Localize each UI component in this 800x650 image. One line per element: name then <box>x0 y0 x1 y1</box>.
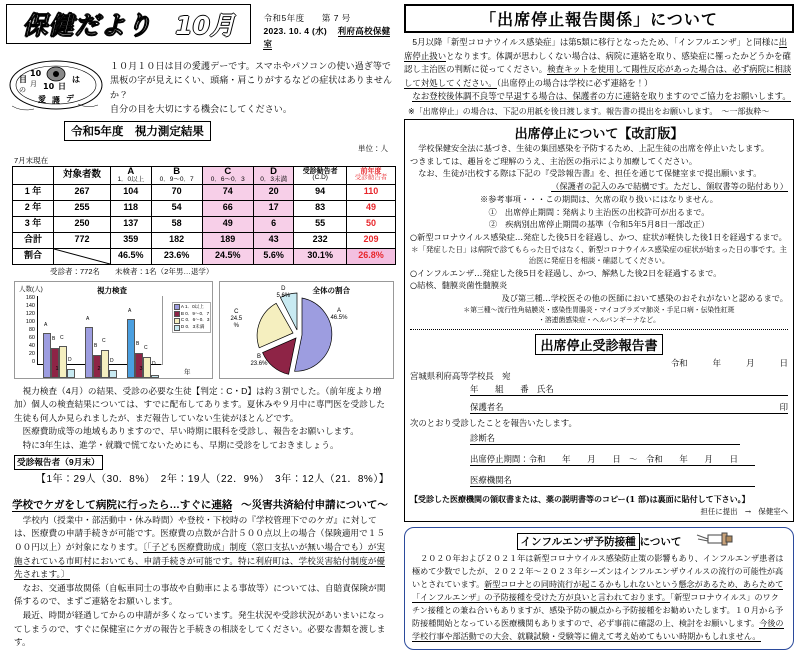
table-row-total <box>13 232 396 248</box>
legend-label: D 0．3未満 <box>180 324 205 330</box>
bar-label: A <box>44 321 48 328</box>
sus-p1u2: 検査キットを使用して陽性反応があった場合は、必ず病院に相談して対処してください。 <box>404 64 792 88</box>
table-row-ratio <box>13 248 396 264</box>
cell-prev: 49 <box>347 200 396 216</box>
bar-g2-d <box>109 370 117 377</box>
form-divider <box>410 329 788 330</box>
xtick: 2 <box>97 365 101 372</box>
th-target: 対象者数 <box>54 166 111 184</box>
issue-number: 第 7 号 <box>321 13 351 23</box>
ytick: 120 <box>25 310 35 317</box>
nf-l12: 及び第三種…学校医その他の医師において感染のおそれがないと認めるまで。 <box>501 293 788 304</box>
masthead-meta <box>263 4 394 52</box>
cell-grade: 割合 <box>13 248 54 264</box>
table-header-row <box>13 166 396 184</box>
cell-b: 70 <box>151 184 202 200</box>
vision-table-footnote: 受診者：772名 未検者：1名（2年男…退学） <box>50 266 214 276</box>
vision-results-table <box>12 166 396 265</box>
cell-c: 66 <box>202 200 253 216</box>
nf-l13: ＊第三種～流行性角結膜炎・感染性胃腸炎・マイコプラズマ肺炎・手足口病・伝染性紅斑 <box>463 305 735 314</box>
receipt-report-form <box>410 334 788 517</box>
receipt-period-label: 出席停止期間：令和 年 月 日 ～ 令和 年 月 日 <box>470 453 738 464</box>
suspension-intro <box>404 36 794 104</box>
receipt-diagnosis-field[interactable] <box>470 432 740 445</box>
cell-d: 43 <box>253 232 294 248</box>
legend-label: B 0．9～0．7 <box>180 310 210 316</box>
legend-swatch-icon <box>174 311 180 317</box>
legend-swatch-icon <box>174 318 180 324</box>
cell-b: 54 <box>151 200 202 216</box>
ytick: 100 <box>25 318 35 325</box>
suspension-title: 「出席停止報告関係」について <box>404 4 794 33</box>
legend-item-b <box>174 311 210 318</box>
bar-y-axis <box>37 296 38 364</box>
bar-label: A <box>128 307 132 314</box>
pie-label-d: D 5.6% <box>276 285 291 299</box>
cell-a: 359 <box>111 232 152 248</box>
cell-c: 24.5% <box>202 248 253 264</box>
cell-grade: 3 年 <box>13 216 54 232</box>
bar-chart-ylabel: 人数(人) <box>19 285 43 293</box>
cell-b: 23.6% <box>151 248 202 264</box>
receipt-route-note: 担任に提出 → 保健室へ <box>700 506 788 516</box>
cell-target: 255 <box>54 200 111 216</box>
charts-row <box>6 281 394 379</box>
cell-advised: 30.1% <box>294 248 347 264</box>
bar-label: C <box>102 337 106 344</box>
bar-label: B <box>52 335 56 342</box>
flu-p-u1: 新型コロナとの同時流行が起こるかもしれないという懸念があるため、あらためて「インフルエンザ」の予防接種を受けた方が良いと言われております。 <box>412 580 784 603</box>
cell-prev: 50 <box>347 216 396 232</box>
receipt-title-wrap <box>410 334 788 355</box>
vision-para-3: 特に3年生は、進学・就職で慌てないためにも、早期に受診をしておきましょう。 <box>22 439 339 450</box>
nf-l11: ○結核、髄膜炎菌性髄膜炎 <box>410 280 508 291</box>
cell-advised: 55 <box>294 216 347 232</box>
suspension-notice-form <box>404 119 794 522</box>
diagonal-strike-icon <box>54 249 110 264</box>
receipt-form-title: 出席停止受診報告書 <box>535 334 662 355</box>
nf-l7: ② 疾病別出席停止期間の基準（令和5年5月8日一部改正） <box>488 219 710 230</box>
th-advised: 受診勧告者 (C.D) <box>294 166 347 184</box>
cell-prev: 209 <box>347 232 396 248</box>
nf-l4-text: （保護者の記入のみで結構です。ただし、領収書等の貼付あり） <box>551 181 788 192</box>
injury-heading-sub: ～災害共済給付申請について～ <box>241 498 388 511</box>
bar-label: C <box>144 344 148 351</box>
lead-line-3: 自分の目を大切にする機会にしてください。 <box>110 104 293 115</box>
nf-l6: ① 出席停止期間：発病より主治医の出校許可が出るまで。 <box>488 206 710 217</box>
cell-c: 189 <box>202 232 253 248</box>
report-count-label: 受診報告者（9月末） <box>14 455 103 471</box>
legend-swatch-icon <box>174 304 180 310</box>
cell-c: 49 <box>202 216 253 232</box>
vision-pie-chart <box>219 281 394 379</box>
vision-asof-label: 7月末現在 <box>14 155 49 165</box>
ytick: 60 <box>28 334 35 341</box>
injury-heading-main: 学校でケガをして病院に行ったら…すぐに連絡 <box>12 498 233 511</box>
legend-label: A 1．0以上 <box>180 303 204 309</box>
svg-text:10: 10 <box>30 68 42 78</box>
legend-item-d <box>174 324 210 331</box>
th-grade <box>13 166 54 184</box>
bar-g1-c <box>59 346 67 378</box>
suspension-para-2 <box>404 90 794 104</box>
bar-g1-a <box>43 333 51 377</box>
cell-d: 17 <box>253 200 294 216</box>
flu-p-u2: 今後の学校行事や部活動での大会、就職試験・受験等に備えて考え始めてもいい時期かもしれません。 <box>412 619 784 642</box>
pie-slice-a <box>295 298 332 371</box>
legend-item-a <box>174 304 210 311</box>
newsletter-title: 保健だより <box>22 11 153 40</box>
bar-label: C <box>60 334 64 341</box>
sus-p1u1: 出席停止扱い <box>404 37 788 61</box>
th-c: C 0．6～0．3 <box>202 166 253 184</box>
bar-chart-title: 視力検査 <box>97 285 127 295</box>
nf-l2: つきましては、趣旨をご理解のうえ、主治医の指示により加療してください。 <box>410 155 698 166</box>
receipt-name-field <box>470 383 788 396</box>
suspension-note: ※「出席停止」の場合は、下記の用紙を後日渡します。報告書の提出をお願いします。 ～一部抜粋～ <box>408 107 770 117</box>
svg-text:10: 10 <box>43 81 55 91</box>
ytick: 40 <box>28 342 35 349</box>
issuing-office: 利府高校保健室 <box>263 26 391 50</box>
lead-line-1: １０月１０日は目の愛護デーです。スマホやパソコンの使い過ぎ等で <box>110 60 392 71</box>
cell-empty-diagonal <box>54 248 111 264</box>
cell-grade: 2 年 <box>13 200 54 216</box>
right-column <box>400 0 800 642</box>
svg-text:デ: デ <box>66 93 74 103</box>
eye-care-day-illustration <box>6 56 106 114</box>
vision-commentary <box>6 385 394 488</box>
vision-section-heading: 令和5年度 視力測定結果 <box>64 121 211 141</box>
svg-text:は: は <box>72 74 80 84</box>
svg-text:愛: 愛 <box>38 94 46 104</box>
injury-para-3: 最近、時間が経過してからの申請が多くなっています。発生状況や受診状況があいまいになってしまうので、すぐに保健室にケガの報告と手続きの相談をしてください。必要な書類を渡します。 <box>14 609 386 648</box>
cell-a: 137 <box>111 216 152 232</box>
receipt-guardian-field[interactable] <box>470 401 788 414</box>
suspension-para-1 <box>404 36 794 90</box>
sus-p1a: 5月以降「新型コロナウイルス感染症」は第5類に移行となったため、「インフルエンザ」と同様に <box>404 37 779 47</box>
bar-g2-c <box>101 350 109 378</box>
cell-prev: 110 <box>347 184 396 200</box>
nf-l10: ○インフルエンザ…発症した後5日を経過し、かつ、解熱した後2日を経過するまで。 <box>410 267 722 278</box>
receipt-attach-note: 【受診した医療機関の領収書または、薬の説明書等のコピー(1 部)は裏面に貼付して下さい。】 <box>410 493 750 504</box>
cell-target: 250 <box>54 216 111 232</box>
xtick: 3 <box>139 365 143 372</box>
bar-label: B <box>136 340 140 347</box>
legend-swatch-icon <box>174 325 180 331</box>
left-column <box>0 0 400 648</box>
nf-l14: ・溶連菌感染症・ヘルパンギーナなど。 <box>538 316 660 325</box>
notice-form-body <box>410 142 788 326</box>
flu-title-row <box>412 532 786 550</box>
injury-para-1-underlined: 〔「子ども医療費助成」制度（窓口支払いが無い場合でも）が実施されている市町村においても、申請手続きが可能です。特に利府町は、学校災害給付制度が優先されます。〕 <box>14 542 386 580</box>
flu-title-tail: について <box>639 535 682 548</box>
flu-title <box>517 533 640 550</box>
lead-line-2: 黒板の字が見えにくい、頭痛・肩こりがするなどの症状はありませんか？ <box>110 75 393 100</box>
pie-chart-title: 全体の割合 <box>312 285 350 295</box>
receipt-institution-label: 医療機関名 <box>470 474 512 485</box>
svg-text:月: 月 <box>30 79 37 88</box>
cell-advised: 232 <box>294 232 347 248</box>
flu-title-main: インフルエンザ予防接種 <box>520 535 636 548</box>
vision-para-2: 医療費助成等の地域もありますので、早い時期に眼科を受診し、報告をお願いします。 <box>22 426 359 437</box>
receipt-name-labels[interactable]: 年 組 番 氏名 <box>470 383 554 394</box>
cell-prev: 26.8% <box>347 248 396 264</box>
legend-label: C 0．6～0．3 <box>180 317 210 323</box>
newsletter-month: 10月 <box>175 11 236 40</box>
flu-p-b: 「新型コロナウイルス」のワクチン接種との兼ね合いもありますが、感染予防の観点から予防接種をお勧めいたします。１０月から予防接種開始となっている医療機関もありますので、必ず事前に確認の上、検討をお願いします。 <box>412 593 784 629</box>
cell-d: 20 <box>253 184 294 200</box>
nf-l8: ○新型コロナウイルス感染症…発症した後5日を経過し、かつ、症状が軽快した後1日を経過するまで。 <box>410 231 787 242</box>
th-prev-advised: 前年度 受診勧告者 <box>347 166 396 184</box>
cell-d: 6 <box>253 216 294 232</box>
bar-chart-xlabel: 年 <box>183 368 191 376</box>
bar-g1-d <box>67 369 75 378</box>
receipt-guardian-label: 保護者名 <box>470 401 504 412</box>
injury-section-heading <box>6 497 394 512</box>
injury-body <box>6 514 394 650</box>
th-a: A 1．0以上 <box>111 166 152 184</box>
ytick: 20 <box>28 350 35 357</box>
cell-advised: 83 <box>294 200 347 216</box>
lead-text <box>110 56 394 117</box>
bar-g3-a <box>127 319 135 377</box>
ytick: 140 <box>25 302 35 309</box>
ytick: 160 <box>25 294 35 301</box>
receipt-diagnosis-label: 診断名 <box>470 432 496 443</box>
table-row <box>13 200 396 216</box>
cell-grade: 1 年 <box>13 184 54 200</box>
ytick: 80 <box>28 326 35 333</box>
flu-p-a: ２０２０年および２０２１年は新型コロナウイルス感染防止策の影響もあり、インフルエンザ患者は極めて少数でしたが、２０２２年～２０２３年シーズンはインフルエンザウイルスの流行の可能性が高いとされています。 <box>412 553 784 589</box>
th-d: D 0．3未満 <box>253 166 294 184</box>
bar-g3-d <box>151 375 159 378</box>
syringe-icon <box>695 531 735 552</box>
injury-para-1 <box>14 514 390 582</box>
lead-block <box>6 56 394 117</box>
bar-label: D <box>110 357 114 364</box>
receipt-date-line: 令和 年 月 日 <box>670 357 788 368</box>
cell-a: 46.5% <box>111 248 152 264</box>
receipt-period-field[interactable] <box>470 453 755 466</box>
nf-l4 <box>410 180 788 193</box>
masthead <box>6 4 394 52</box>
nf-l9: ＊「発症した日」は病院で診てもらった日ではなく、新型コロナウイルス感染症の症状が始まった日の事です。主治医に発症日を相談・確認してください。 <box>411 244 787 266</box>
bar-label: B <box>94 342 98 349</box>
pie-label-a: A 46.5% <box>330 307 348 321</box>
issue-date: 2023. 10. 4 (水) <box>263 26 328 37</box>
cell-a: 118 <box>111 200 152 216</box>
vision-unit-label: 単位：人 <box>358 143 388 153</box>
nf-l5: ※参考事項・・・この期間は、欠席の取り扱いにはなりません。 <box>480 193 718 204</box>
receipt-institution-field[interactable] <box>470 474 755 487</box>
xtick: 1 <box>55 365 59 372</box>
receipt-addressee: 宮城県利府高等学校長 宛 <box>410 370 511 381</box>
cell-target: 267 <box>54 184 111 200</box>
svg-text:の: の <box>19 85 26 94</box>
vision-para-1: 視力検査（4月）の結果、受診の必要な生徒【判定：C・D】は約３割でした。（前年度より増加）個人の検査結果については、すでに配布してあります。夏休みや９月中に専門医を受診した生徒も何人か見られましたが、まだ報告していない生徒がほとんどです。 <box>14 385 386 423</box>
cell-b: 182 <box>151 232 202 248</box>
table-row <box>13 184 396 200</box>
report-count-values: 【1年：29人（30．8%） 2年：19人（22．9%） 3年：12人（21．8%）】 <box>36 474 390 486</box>
injury-para-1-plain: 学校内（授業中・部活動中・休み時間）や登校・下校時の『学校管理下でのケガ』に対しては、医療費の申請手続きが可能です。医療費の点数が合計５００点以上の場合（保険適用で１５００円以上）が対象になります。 <box>14 514 385 553</box>
flu-body <box>412 552 786 644</box>
ytick: 0 <box>31 358 35 365</box>
receipt-intro: 次のとおり受診したことを報告いたします。 <box>410 417 577 428</box>
receipt-seal-label: 印 <box>779 401 788 412</box>
bar-label: D <box>68 356 72 363</box>
influenza-vaccination-box <box>404 527 794 650</box>
svg-text:日: 日 <box>58 81 66 91</box>
vision-bar-chart <box>14 281 213 379</box>
table-row <box>13 216 396 232</box>
cell-b: 58 <box>151 216 202 232</box>
sus-p2u: なお登校後体調不良等で早退する場合は、保護者の方に連絡を取りますのでご協力をお願いします。 <box>412 91 791 102</box>
cell-d: 5.6% <box>253 248 294 264</box>
sus-p1b: となります。体調が思わしくない場合は、病院に連絡を取り、感染症に罹ったかどうかを確認し主治医の判断に従ってください。 <box>404 50 791 75</box>
bar-chart-legend <box>172 302 212 334</box>
svg-text:目: 目 <box>19 74 27 84</box>
svg-text:護: 護 <box>52 95 60 105</box>
cell-grade: 合計 <box>13 232 54 248</box>
pie-label-b: B 23.6% <box>250 353 268 367</box>
nf-l1: 学校保健安全法に基づき、生徒の集団感染を予防するため、上記生徒の出席を停止いたします。 <box>418 143 769 154</box>
bar-label: A <box>86 315 90 322</box>
bar-label: D <box>152 360 156 367</box>
sus-p1c: （出席停止の場合は学校に必ず連絡を！） <box>496 77 653 88</box>
nf-l3: なお、生徒が出校する際は下記の『受診報告書』を、担任を通じて保健室まで提出願います。 <box>418 168 762 179</box>
th-b: B 0．9～0．7 <box>151 166 202 184</box>
cell-advised: 94 <box>294 184 347 200</box>
masthead-title-box <box>6 4 251 44</box>
year-label: 令和5年度 <box>263 13 305 23</box>
bar-g2-a <box>85 327 93 377</box>
cell-a: 104 <box>111 184 152 200</box>
notice-form-title: 出席停止について【改訂版】 <box>514 127 684 143</box>
injury-para-2: なお、交通事故関係（自転車同士の事故や自動車による事故等）については、自賠責保険が関係するので、まずご連絡をお願いします。 <box>14 582 386 607</box>
cell-target: 772 <box>54 232 111 248</box>
pie-label-c: C 24.5 % <box>230 308 243 329</box>
bar-g1-b <box>51 348 59 378</box>
cell-c: 74 <box>202 184 253 200</box>
